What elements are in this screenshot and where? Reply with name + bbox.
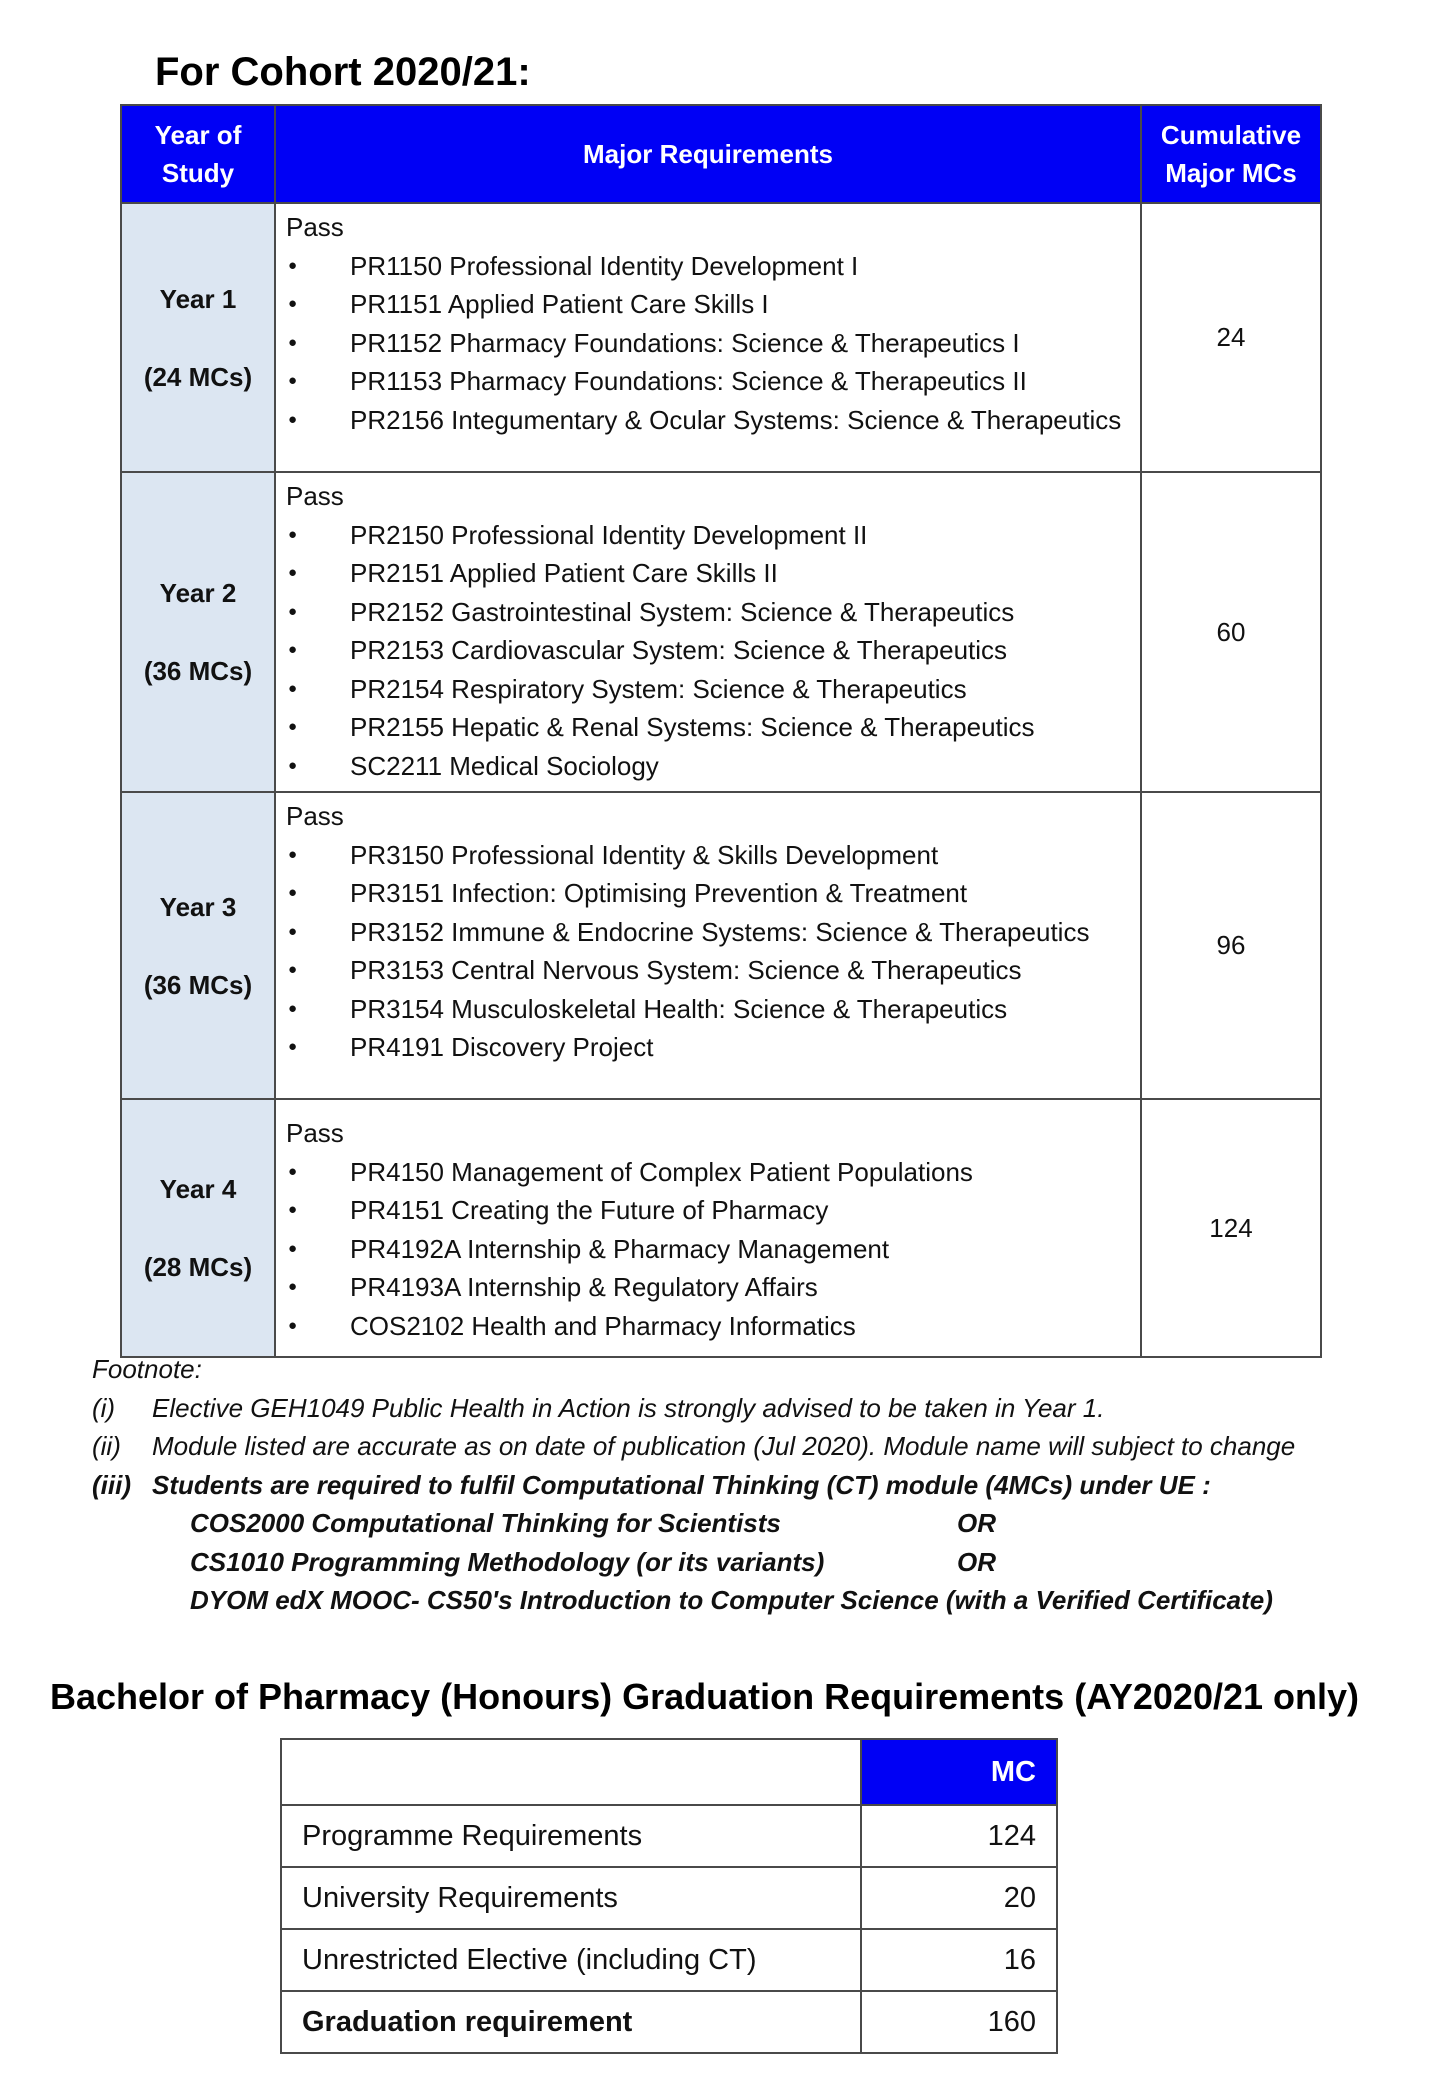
requirement-label: Unrestricted Elective (including CT)	[281, 1929, 861, 1991]
year-cell	[121, 792, 275, 1099]
requirement-value: 124	[861, 1805, 1057, 1867]
footnote	[92, 1350, 1382, 1620]
requirement-value: 20	[861, 1867, 1057, 1929]
graduation-requirements-table	[280, 1738, 1058, 2054]
module-item: ● PR3153 Central Nervous System: Science & Therapeutics	[286, 951, 1132, 990]
header-major-requirements: Major Requirements	[275, 105, 1141, 203]
footnote-number: (iii)	[92, 1469, 131, 1500]
module-item: ● PR2152 Gastrointestinal System: Science & Therapeutics	[286, 593, 1132, 632]
module-item: ● PR3150 Professional Identity & Skills Development	[286, 836, 1132, 875]
graduation-title: Bachelor of Pharmacy (Honours) Graduation Requirements (AY2020/21 only)	[50, 1676, 1360, 1717]
module-item: ● PR2156 Integumentary & Ocular Systems: Science & Therapeutics	[286, 401, 1132, 440]
ct-option-or: OR	[957, 1546, 996, 1577]
ct-option-text: COS2000 Computational Thinking for Scientists	[190, 1508, 781, 1538]
modules-cell	[275, 792, 1141, 1099]
table-row	[281, 1929, 1057, 1991]
module-item: ● PR2153 Cardiovascular System: Science & Therapeutics	[286, 631, 1132, 670]
table-row-year-2	[121, 472, 1321, 792]
module-item: ● COS2102 Health and Pharmacy Informatics	[286, 1307, 1132, 1346]
table-row	[281, 1805, 1057, 1867]
header-cumulative-mcs: Cumulative Major MCs	[1141, 105, 1321, 203]
module-item: ● PR2155 Hepatic & Renal Systems: Science & Therapeutics	[286, 708, 1132, 747]
footnote-item-ct	[92, 1466, 1382, 1505]
year-mcs: (28 MCs)	[143, 1252, 253, 1282]
table-row-year-3	[121, 792, 1321, 1099]
footnote-text: Students are required to fulfil Computational Thinking (CT) module (4MCs) under UE :	[152, 1469, 1211, 1500]
requirement-value: 16	[861, 1929, 1057, 1991]
table-row-year-4	[121, 1099, 1321, 1357]
footnote-item	[92, 1427, 1382, 1466]
cumulative-mcs-cell: 124	[1141, 1099, 1321, 1357]
year-mcs: (24 MCs)	[143, 361, 253, 392]
module-item: ● PR2151 Applied Patient Care Skills II	[286, 554, 1132, 593]
requirement-label: University Requirements	[281, 1867, 861, 1929]
footnote-text: Elective GEH1049 Public Health in Action is strongly advised to be taken in Year 1.	[152, 1392, 1105, 1423]
graduation-total-row	[281, 1991, 1057, 2053]
module-item: ● PR4150 Management of Complex Patient Populations	[286, 1153, 1132, 1192]
modules-cell	[275, 1099, 1141, 1357]
cumulative-mcs-cell: 60	[1141, 472, 1321, 792]
total-value: 160	[861, 1991, 1057, 2053]
module-item: ● PR4193A Internship & Regulatory Affairs	[286, 1268, 1132, 1307]
pass-label: Pass	[286, 481, 344, 511]
table-row-year-1	[121, 203, 1321, 472]
year-cell	[121, 472, 275, 792]
module-item: ● PR2154 Respiratory System: Science & Therapeutics	[286, 670, 1132, 709]
year-cell	[121, 1099, 275, 1357]
module-item: ● SC2211 Medical Sociology	[286, 747, 1132, 786]
module-list	[286, 247, 1132, 440]
ct-option-text: DYOM edX MOOC- CS50's Introduction to Computer Science (with a Verified Certificate)	[190, 1585, 1273, 1615]
footnote-text: Module listed are accurate as on date of publication (Jul 2020). Module name will subject to change	[152, 1431, 1296, 1461]
module-list	[286, 836, 1132, 1067]
module-item: ● PR4192A Internship & Pharmacy Management	[286, 1230, 1132, 1269]
requirement-label: Programme Requirements	[281, 1805, 861, 1867]
module-item: ● PR3151 Infection: Optimising Prevention & Treatment	[286, 874, 1132, 913]
module-item: ● PR1151 Applied Patient Care Skills I	[286, 285, 1132, 324]
module-item: ● PR4151 Creating the Future of Pharmacy	[286, 1191, 1132, 1230]
cumulative-mcs-cell: 96	[1141, 792, 1321, 1099]
total-label: Graduation requirement	[281, 1991, 861, 2053]
table-header-row	[121, 105, 1321, 203]
module-item: ● PR1152 Pharmacy Foundations: Science & Therapeutics I	[286, 324, 1132, 363]
year-label: Year 1	[159, 283, 237, 314]
pass-label: Pass	[286, 212, 344, 242]
module-item: ● PR3152 Immune & Endocrine Systems: Science & Therapeutics	[286, 913, 1132, 952]
year-label: Year 3	[159, 891, 237, 922]
ct-option-or: OR	[957, 1508, 996, 1538]
ct-option-text: CS1010 Programming Methodology (or its variants)	[190, 1546, 825, 1577]
pass-label: Pass	[286, 1118, 344, 1148]
module-item: ● PR1150 Professional Identity Development I	[286, 247, 1132, 286]
module-list	[286, 1153, 1132, 1346]
year-label: Year 2	[159, 578, 237, 608]
module-item: ● PR1153 Pharmacy Foundations: Science & Therapeutics II	[286, 362, 1132, 401]
modules-cell	[275, 203, 1141, 472]
table-row	[281, 1867, 1057, 1929]
footnote-item	[92, 1389, 1382, 1428]
header-year-of-study: Year of Study	[121, 105, 275, 203]
year-mcs: (36 MCs)	[143, 656, 253, 686]
year-label: Year 4	[159, 1174, 237, 1204]
module-list	[286, 516, 1132, 786]
module-item: ● PR2150 Professional Identity Development II	[286, 516, 1132, 555]
module-item: ● PR4191 Discovery Project	[286, 1028, 1132, 1067]
ct-option	[92, 1581, 1382, 1620]
year-mcs: (36 MCs)	[143, 969, 253, 1000]
footnote-number: (i)	[92, 1392, 116, 1423]
cohort-title: For Cohort 2020/21:	[155, 50, 531, 94]
cumulative-mcs-cell: 24	[1141, 203, 1321, 472]
footnote-number: (ii)	[92, 1431, 121, 1461]
year-cell	[121, 203, 275, 472]
graduation-header-blank	[281, 1739, 861, 1805]
module-item: ● PR3154 Musculoskeletal Health: Science & Therapeutics	[286, 990, 1132, 1029]
graduation-header-mc: MC	[861, 1739, 1057, 1805]
ct-option	[92, 1543, 1382, 1582]
modules-cell	[275, 472, 1141, 792]
major-requirements-table	[120, 104, 1322, 1358]
ct-option	[92, 1504, 1382, 1543]
graduation-header-row	[281, 1739, 1057, 1805]
footnote-title: Footnote:	[92, 1354, 202, 1384]
pass-label: Pass	[286, 801, 344, 831]
